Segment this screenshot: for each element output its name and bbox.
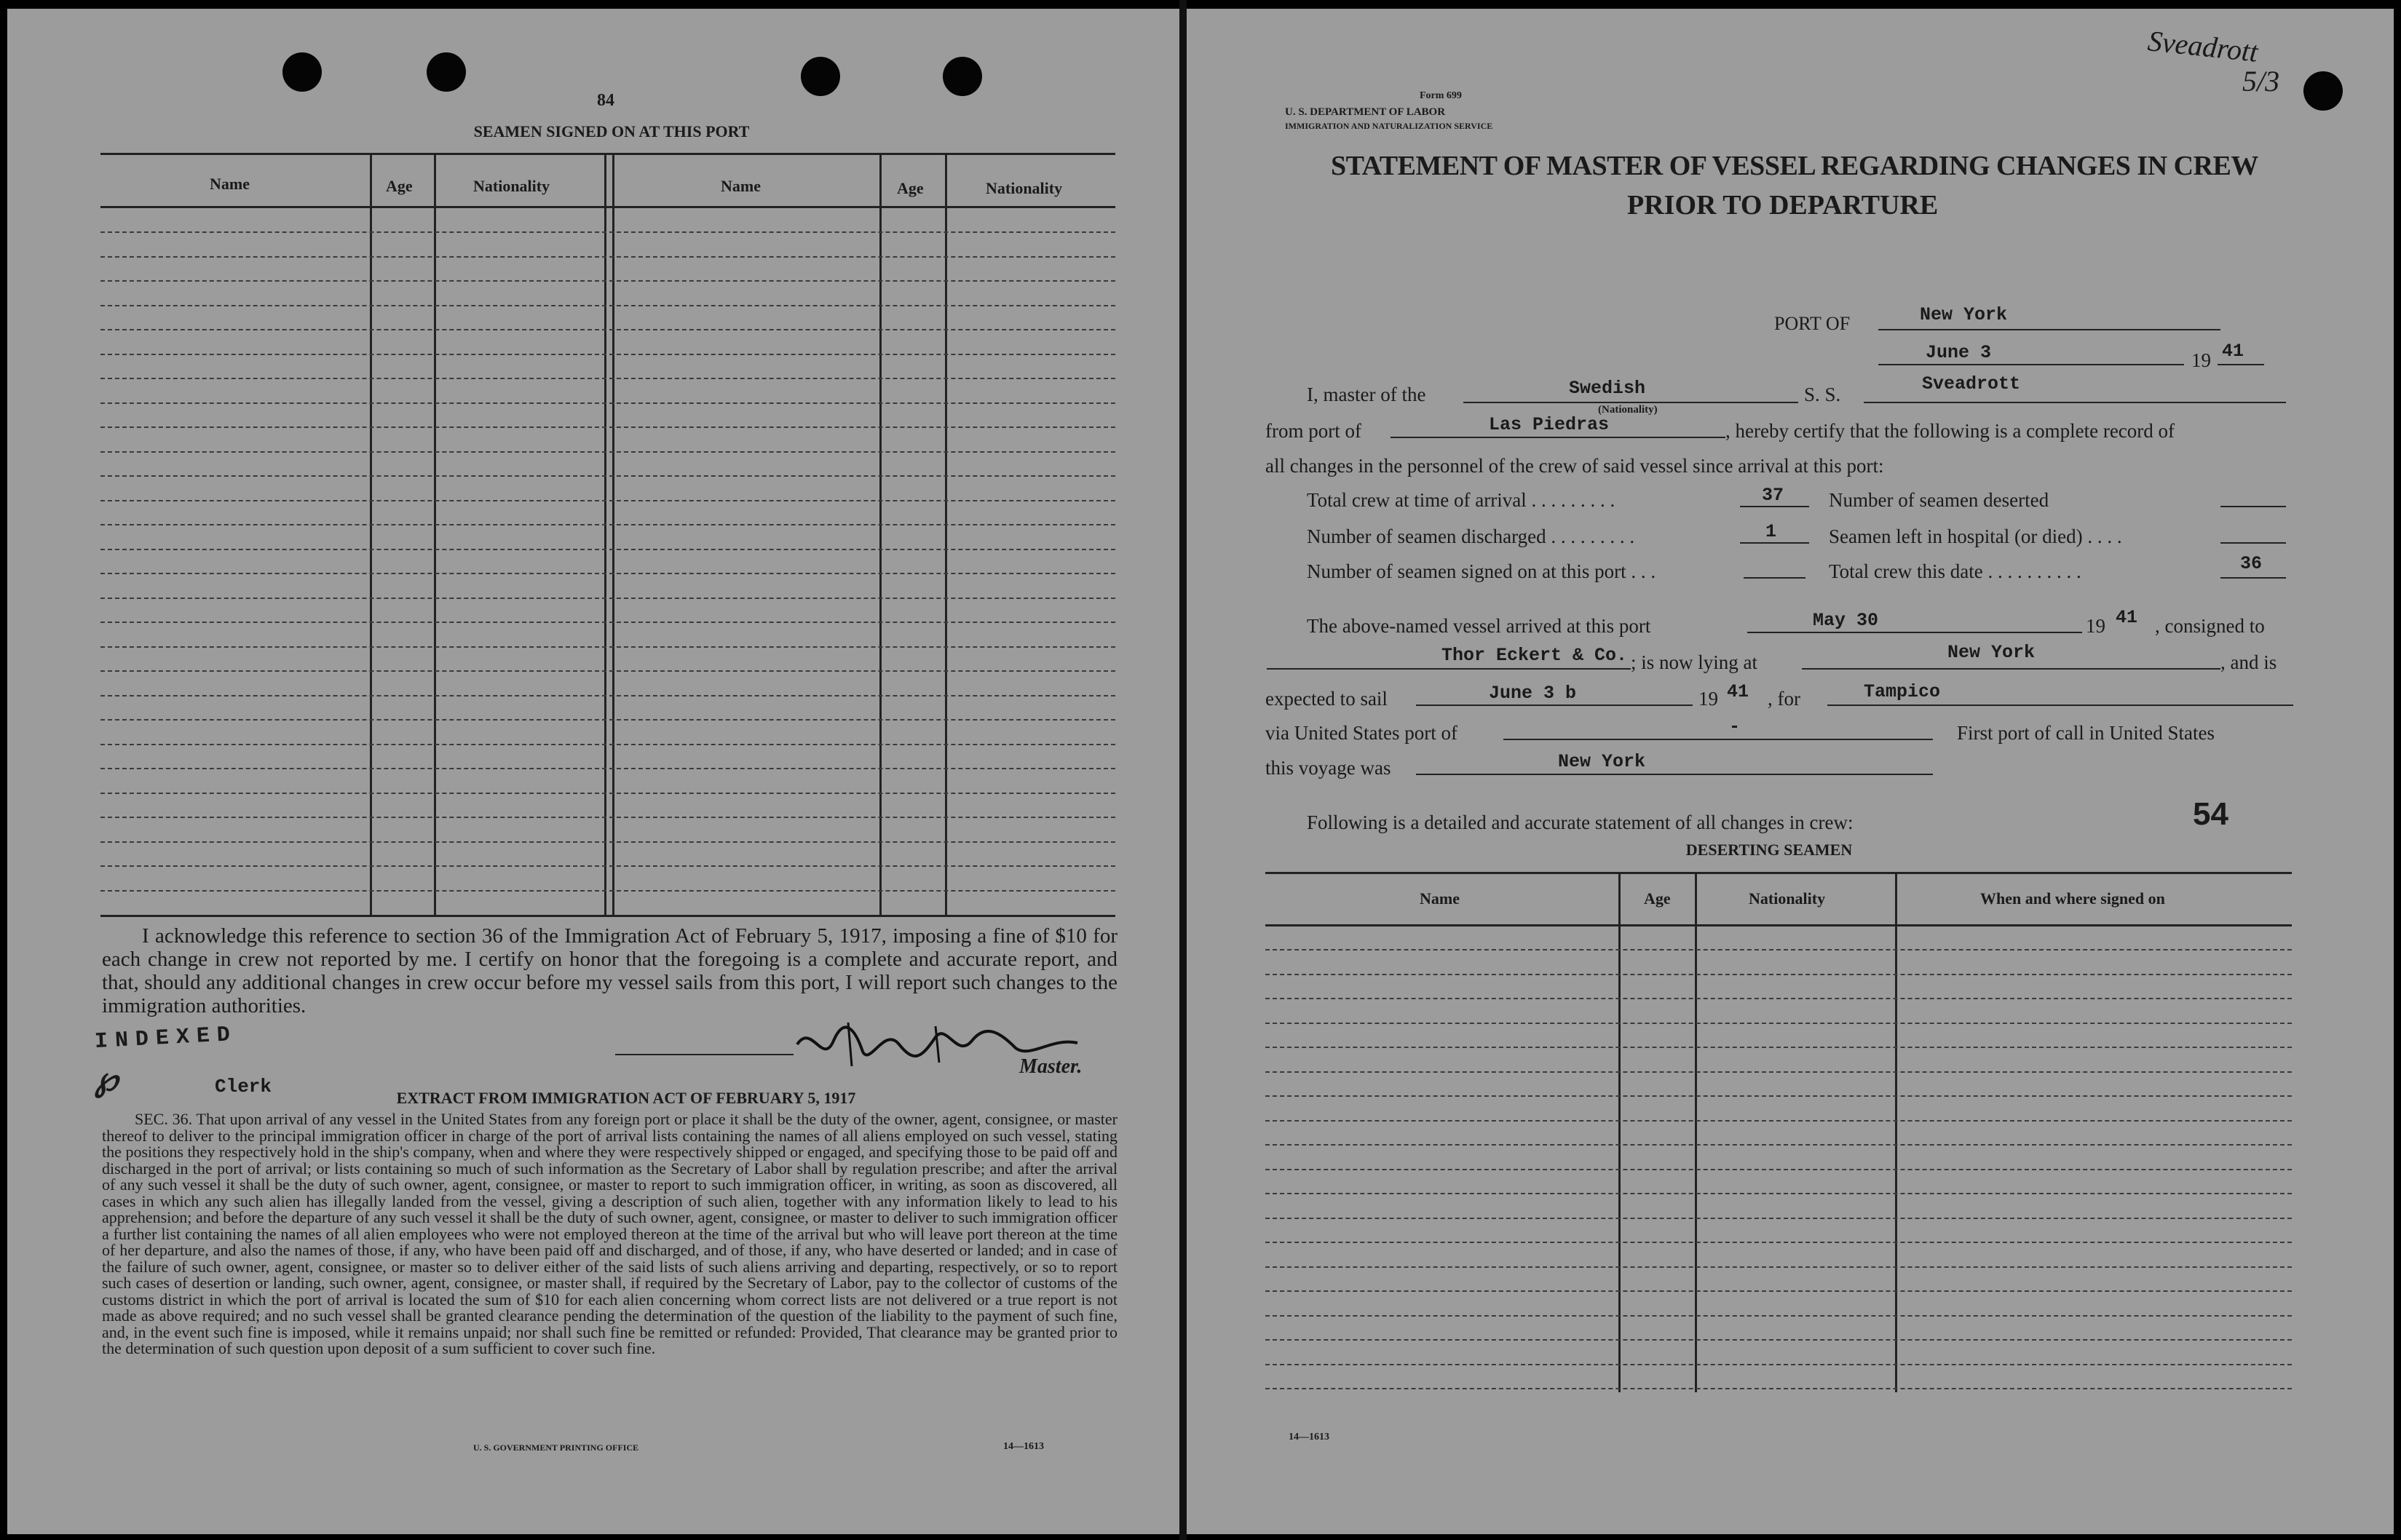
and-is-label: , and is <box>2220 651 2277 673</box>
voyage-label: this voyage was <box>1265 757 1391 779</box>
all-changes-text: all changes in the personnel of the crew of said vessel since arrival at this port: <box>1265 455 1884 477</box>
sail-label: expected to sail <box>1265 688 1388 710</box>
master-signature-line <box>615 1054 794 1055</box>
table-row[interactable] <box>100 865 1115 867</box>
punch-hole <box>282 52 322 92</box>
col-header-age: Age <box>897 179 924 197</box>
table-row[interactable] <box>1265 1388 2292 1389</box>
table-row[interactable] <box>1265 1047 2292 1048</box>
sail-year-prefix: 19 <box>1698 688 1718 710</box>
date-value[interactable]: June 3 <box>1926 342 1992 363</box>
table-row[interactable] <box>100 793 1115 794</box>
table-row[interactable] <box>100 817 1115 818</box>
table-row[interactable] <box>100 329 1115 330</box>
nationality-value[interactable]: Swedish <box>1569 378 1646 399</box>
table-row[interactable] <box>1265 1071 2292 1073</box>
table-row[interactable] <box>1265 1266 2292 1268</box>
port-label: PORT OF <box>1774 313 1851 334</box>
table-row[interactable] <box>100 475 1115 477</box>
deserted-label: Number of seamen deserted <box>1829 489 2049 511</box>
acknowledgment-text: I acknowledge this reference to section 36 of the Immigration Act of February 5, 1917, imposing a fine of $10 for each change in crew not reported by me. I certify on honor that the foregoing is a complete and accurate report, and that, should any additional changes in crew occur before my vessel sails from this port, I will report such changes to the immigration authorities. <box>102 924 1118 1017</box>
table-row[interactable] <box>1265 1144 2292 1146</box>
lying-value[interactable]: New York <box>1947 642 2036 663</box>
table-row[interactable] <box>1265 1023 2292 1024</box>
form-title-line2: PRIOR TO DEPARTURE <box>1627 190 1939 221</box>
total-arrival-value[interactable]: 37 <box>1762 485 1784 506</box>
table-row[interactable] <box>100 378 1115 379</box>
table-row[interactable] <box>1265 1242 2292 1243</box>
punch-hole <box>2303 71 2343 111</box>
col-header-name: Name <box>1420 889 1460 908</box>
for-label: , for <box>1768 688 1800 710</box>
indexed-stamp: INDEXED <box>94 1022 238 1055</box>
table-row[interactable] <box>100 524 1115 525</box>
master-label: Master. <box>1019 1055 1083 1078</box>
discharged-label: Number of seamen discharged . . . . . . . . . <box>1307 525 1635 547</box>
following-number: 54 <box>2193 796 2228 832</box>
table-row[interactable] <box>1265 1169 2292 1170</box>
table-row[interactable] <box>100 768 1115 769</box>
corner-handwritten-number: 5/3 <box>2242 65 2280 98</box>
table-row[interactable] <box>100 695 1115 696</box>
total-arrival-label: Total crew at time of arrival . . . . . . . . . <box>1307 489 1615 511</box>
nationality-caption: (Nationality) <box>1598 404 1658 416</box>
table-row[interactable] <box>1265 1120 2292 1122</box>
table-row[interactable] <box>1265 998 2292 999</box>
total-date-label: Total crew this date . . . . . . . . . . <box>1829 560 2081 582</box>
service-name: IMMIGRATION AND NATURALIZATION SERVICE <box>1285 121 1493 131</box>
table-row[interactable] <box>100 841 1115 843</box>
port-value[interactable]: New York <box>1920 304 2008 325</box>
table-row[interactable] <box>1265 1315 2292 1317</box>
col-header-nationality: Nationality <box>986 179 1063 197</box>
corner-handwritten-name: Sveadrott <box>2146 24 2260 68</box>
master-of-label: I, master of the <box>1307 384 1426 405</box>
left-table-title: SEAMEN SIGNED ON AT THIS PORT <box>473 122 750 140</box>
right-form-code: 14—1613 <box>1289 1432 1329 1442</box>
ship-name-value[interactable]: Sveadrott <box>1922 373 2021 394</box>
table-row[interactable] <box>1265 949 2292 950</box>
page-fold <box>1179 0 1187 1540</box>
table-row[interactable] <box>1265 1339 2292 1341</box>
arrived-year-value[interactable]: 41 <box>2116 607 2138 628</box>
for-value[interactable]: Tampico <box>1864 681 1941 702</box>
department-name: U. S. DEPARTMENT OF LABOR <box>1285 106 1446 118</box>
table-row[interactable] <box>100 354 1115 355</box>
col-header-when-where: When and where signed on <box>1980 889 2165 908</box>
table-row[interactable] <box>100 280 1115 282</box>
via-label: via United States port of <box>1265 722 1457 744</box>
form-number: Form 699 <box>1420 90 1462 101</box>
extract-title: EXTRACT FROM IMMIGRATION ACT OF FEBRUARY 5, 1917 <box>396 1089 856 1107</box>
extract-text: SEC. 36. That upon arrival of any vessel in the United States from any foreign port or place it shall be the duty of the owner, agent, consignee, or master thereof to deliver to the principal immigration officer in charge of the port of arrival lists containing the names of all aliens employed on such vessel, stating the positions they respectively hold in the ship's company, when and where they were respectively shipped or engaged, and specifying those to be paid off and discharged in the port of arrival; or lists containing so much of such information as the Secretary of Labor shall by regulation prescribe; and after the arrival of any such vessel it shall be the duty of such owner, agent, consignee, or master to report to such immigration officer, in writing, as soon as discovered, all cases in which any such alien has illegally landed from the vessel, giving a description of such alien, together with any information likely to lead to his apprehension; and before the departure of any such vessel it shall be the duty of such owner, agent, consignee, or master to deliver to such immigration officer a further list containing the names of all alien employees who were not employed thereon at the time of the arrival but who will leave port thereon at the time of her departure, and also the names of those, if any, who have been paid off and discharged, and of those, if any, who have deserted or landed; and in case of the failure of such owner, agent, consignee, or master so to deliver either of the said lists of such aliens arriving and departing, respectively, or so to report such cases of desertion or landing, such owner, agent, consignee, or master shall, if required by the Secretary of Labor, pay to the collector of customs of the customs district in which the port of arrival is located the sum of $10 for each alien concerning whom correct lists are not delivered or a true report is not made as above required; and no such vessel shall be granted clearance pending the determination of the question of the liability to the payment of such fine, and, in the event such fine is imposed, while it remains unpaid; nor shall such fine be remitted or refunded: Provided, That clearance may be granted prior to the determination of such question upon deposit of a sum sufficient to cover such fine. <box>102 1110 1118 1357</box>
table-row[interactable] <box>1265 1218 2292 1219</box>
arrived-label: The above-named vessel arrived at this port <box>1307 615 1651 637</box>
punch-hole <box>801 57 840 96</box>
table-row[interactable] <box>100 573 1115 574</box>
consigned-label: , consigned to <box>2155 615 2265 637</box>
table-row[interactable] <box>1265 1193 2292 1194</box>
following-label: Following is a detailed and accurate statement of all changes in crew: <box>1307 811 1854 833</box>
signed-on-label: Number of seamen signed on at this port . . . <box>1307 560 1656 582</box>
year-prefix: 19 <box>2191 349 2211 371</box>
page-number: 84 <box>597 91 614 110</box>
table-row[interactable] <box>100 622 1115 623</box>
col-header-age: Age <box>386 177 413 195</box>
hospital-label: Seamen left in hospital (or died) . . . . <box>1829 525 2122 547</box>
col-header-nationality: Nationality <box>473 177 550 195</box>
table-row[interactable] <box>100 256 1115 258</box>
certify-text: , hereby certify that the following is a complete record of <box>1725 420 2175 442</box>
printing-office-note: U. S. GOVERNMENT PRINTING OFFICE <box>473 1442 639 1453</box>
table-row[interactable] <box>100 549 1115 550</box>
table-row[interactable] <box>100 426 1115 428</box>
table-row[interactable] <box>1265 1364 2292 1365</box>
deserting-seamen-title: DESERTING SEAMEN <box>1685 841 1853 859</box>
table-row[interactable] <box>100 646 1115 648</box>
punch-hole <box>427 52 466 92</box>
col-header-age: Age <box>1644 889 1671 908</box>
via-value[interactable]: - <box>1729 716 1741 737</box>
year-value[interactable]: 41 <box>2222 341 2244 362</box>
col-header-name: Name <box>721 177 761 195</box>
col-header-nationality: Nationality <box>1749 889 1826 908</box>
lying-label: ; is now lying at <box>1631 651 1757 673</box>
sail-year-value[interactable]: 41 <box>1727 681 1749 702</box>
table-row[interactable] <box>100 500 1115 501</box>
table-row[interactable] <box>100 719 1115 721</box>
table-row[interactable] <box>1265 1290 2292 1292</box>
punch-hole <box>943 57 982 96</box>
arrived-year-prefix: 19 <box>2086 615 2105 637</box>
left-form-code: 14—1613 <box>1003 1441 1044 1452</box>
discharged-value[interactable]: 1 <box>1765 521 1777 542</box>
table-row[interactable] <box>100 305 1115 306</box>
clerk-initials: ℘ <box>95 1060 119 1098</box>
first-port-label: First port of call in United States <box>1957 722 2215 744</box>
arrived-value[interactable]: May 30 <box>1813 610 1879 631</box>
form-title-line1: STATEMENT OF MASTER OF VESSEL REGARDING CHANGES IN CREW <box>1331 151 2258 181</box>
table-row[interactable] <box>100 890 1115 892</box>
table-row[interactable] <box>100 231 1115 233</box>
ss-label: S. S. <box>1804 384 1841 405</box>
clerk-label: Clerk <box>215 1076 272 1098</box>
from-port-label: from port of <box>1265 420 1361 442</box>
table-row[interactable] <box>100 670 1115 672</box>
table-row[interactable] <box>1265 1095 2292 1097</box>
table-row[interactable] <box>1265 974 2292 975</box>
total-date-value[interactable]: 36 <box>2240 553 2263 574</box>
col-header-name: Name <box>210 175 250 193</box>
voyage-value[interactable]: New York <box>1558 751 1646 772</box>
table-row[interactable] <box>100 451 1115 453</box>
from-port-value[interactable]: Las Piedras <box>1489 414 1610 435</box>
table-row[interactable] <box>100 744 1115 745</box>
table-row[interactable] <box>100 402 1115 404</box>
sail-value[interactable]: June 3 b <box>1489 683 1577 704</box>
table-row[interactable] <box>100 598 1115 599</box>
consignee-value[interactable]: Thor Eckert & Co. <box>1441 645 1628 666</box>
